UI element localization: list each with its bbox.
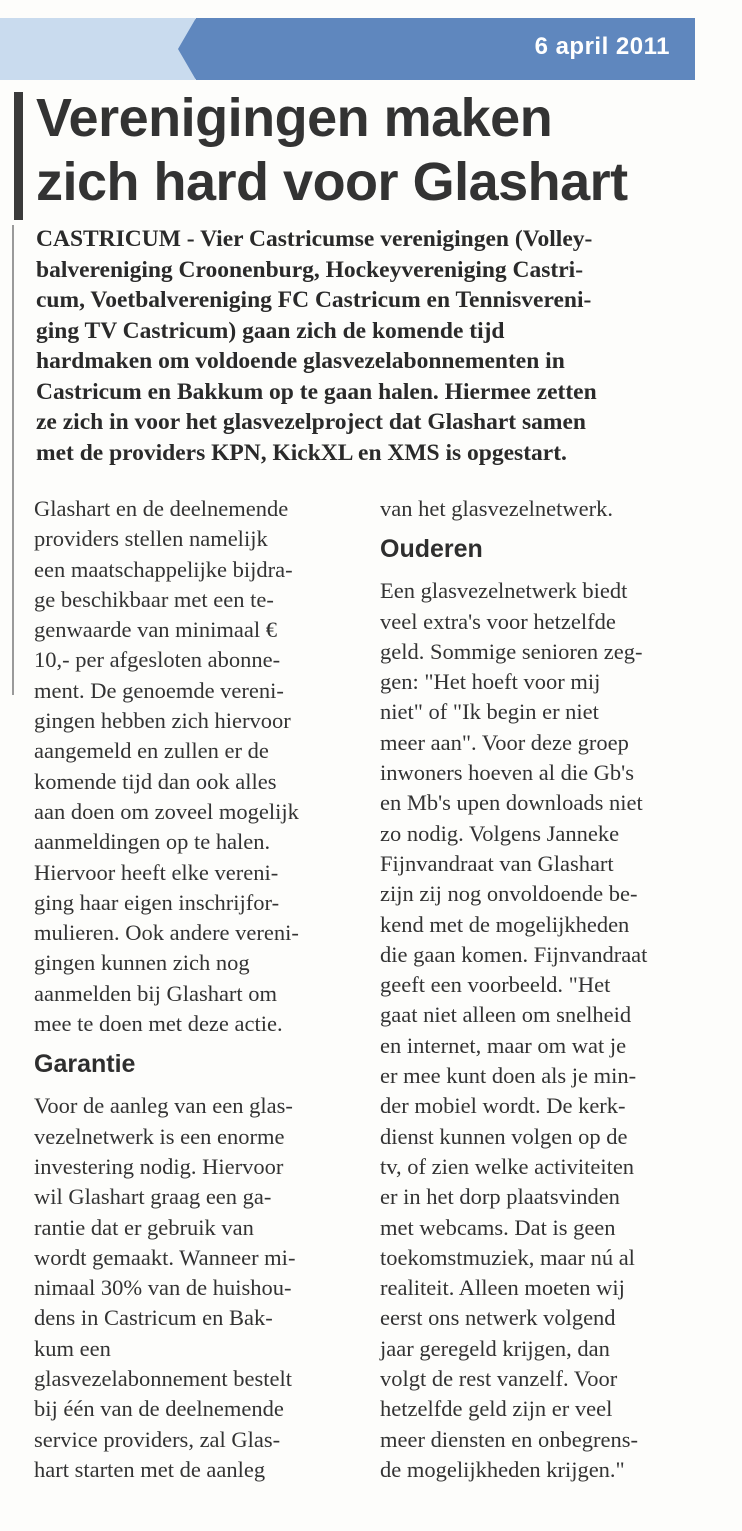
text-line: zijn zij nog onvoldoende be- <box>380 881 638 907</box>
text-line: toekomstmuziek, maar nú al <box>380 1244 635 1270</box>
text-line: ge beschikbaar met een te- <box>34 586 274 612</box>
text-line: Een glasvezelnetwerk biedt <box>380 578 628 604</box>
text-line: er in het dorp plaatsvinden <box>380 1184 620 1210</box>
text-line: aangemeld en zullen er de <box>34 738 269 764</box>
header-banner-light <box>0 18 195 80</box>
text-line: Glashart en de deelnemende <box>34 496 289 521</box>
text-line: der mobiel wordt. De kerk- <box>380 1093 626 1119</box>
text-line: bij één van de deelnemende <box>34 1396 284 1422</box>
left-rule-thin <box>12 225 14 695</box>
text-line: providers stellen namelijk <box>34 526 268 552</box>
text-line: hetzelfde geld zijn er veel <box>380 1396 613 1422</box>
text-line: Fijnvandraat van Glashart <box>380 850 614 876</box>
subheading-garantie: Garantie <box>34 1050 136 1079</box>
text-line: rantie dat er gebruik van <box>34 1214 254 1240</box>
text-line: dienst kunnen volgen op de <box>380 1123 628 1149</box>
text-line: gaat niet alleen om snelheid <box>380 1002 632 1028</box>
text-line: en Mb's upen downloads niet <box>380 790 643 816</box>
text-line: aan doen om zoveel mogelijk <box>34 798 299 824</box>
text-line: en internet, maar om wat je <box>380 1032 627 1058</box>
text-line: die gaan komen. Fijnvandraat <box>380 941 648 967</box>
text-line: dens in Castricum en Bak- <box>34 1305 273 1331</box>
text-line: jaar geregeld krijgen, dan <box>380 1335 610 1361</box>
text-line: tv, of zien welke activiteiten <box>380 1153 635 1179</box>
text-line: mulieren. Ook andere vereni- <box>34 920 299 946</box>
text-line: wil Glashart graag een ga- <box>34 1184 272 1210</box>
text-line: de mogelijkheden krijgen." <box>380 1456 625 1482</box>
text-line: balvereniging Croonenburg, Hockeyvereniging Castri- <box>36 256 584 283</box>
text-line: volgt de rest vanzelf. Voor <box>380 1366 618 1392</box>
text-line: Voor de aanleg van een glas- <box>34 1093 293 1119</box>
text-line: met de providers KPN, KickXL en XMS is opgestart. <box>36 439 567 466</box>
text-line: CASTRICUM - Vier Castricumse verenigingen (Volley- <box>36 226 593 252</box>
text-line: niet" of "Ik begin er niet <box>380 699 599 725</box>
text-line: meer diensten en onbegrens- <box>380 1426 639 1452</box>
text-line: 10,- per afgesloten abonne- <box>34 647 281 673</box>
paragraph-garantie <box>34 1091 344 1485</box>
headline-line: zich hard voor Glashart <box>36 152 628 212</box>
text-line: gingen kunnen zich nog <box>34 950 250 976</box>
text-line: geld. Sommige senioren zeg- <box>380 638 643 664</box>
text-line: geeft een voorbeeld. "Het <box>380 972 611 998</box>
text-line: Castricum en Bakkum op te gaan halen. Hiermee zetten <box>36 378 597 405</box>
text-line: service providers, zal Glas- <box>34 1426 281 1452</box>
text-line: kend met de mogelijkheden <box>380 911 630 937</box>
text-line: mee te doen met deze actie. <box>34 1011 283 1037</box>
text-line: wordt gemaakt. Wanneer mi- <box>34 1244 296 1270</box>
text-line: komende tijd dan ook alles <box>34 768 277 794</box>
article-headline <box>36 86 716 214</box>
left-rule <box>14 92 23 220</box>
text-line: een maatschappelijke bijdra- <box>34 556 293 582</box>
text-line: inwoners hoeven al die Gb's <box>380 760 634 786</box>
text-line: realiteit. Alleen moeten wij <box>380 1275 625 1301</box>
text-line: meer aan". Voor deze groep <box>380 729 629 755</box>
article-column-right <box>380 494 700 1485</box>
paragraph-ouderen <box>380 576 700 1485</box>
paragraph-continued <box>380 494 700 524</box>
text-line: met webcams. Dat is geen <box>380 1214 616 1240</box>
article-lead <box>36 224 704 468</box>
text-line: aanmelden bij Glashart om <box>34 980 278 1006</box>
text-line: ging haar eigen inschrijfor- <box>34 889 280 915</box>
article-column-left <box>34 494 344 1485</box>
text-line: genwaarde van minimaal € <box>34 617 278 643</box>
publication-date: 6 april 2011 <box>534 33 670 60</box>
subheading-ouderen: Ouderen <box>380 535 483 564</box>
text-line: van het glasvezelnetwerk. <box>380 496 614 521</box>
text-line: hardmaken om voldoende glasvezelabonnementen in <box>36 348 565 374</box>
text-line: nimaal 30% van de huishou- <box>34 1275 292 1301</box>
text-line: ging TV Castricum) gaan zich de komende tijd <box>36 317 505 344</box>
text-line: ze zich in voor het glasvezelproject dat Glashart samen <box>36 409 586 435</box>
text-line: ment. De genoemde vereni- <box>34 677 284 703</box>
text-line: aanmeldingen op te halen. <box>34 829 271 855</box>
text-line: zo nodig. Volgens Janneke <box>380 820 620 846</box>
text-line: cum, Voetbalvereniging FC Castricum en Tennisvereni- <box>36 287 592 313</box>
text-line: Hiervoor heeft elke vereni- <box>34 859 279 885</box>
text-line: hart starten met de aanleg <box>34 1456 266 1482</box>
paragraph-intro <box>34 494 344 1039</box>
text-line: gingen hebben zich hiervoor <box>34 708 291 734</box>
text-line: eerst ons netwerk volgend <box>380 1305 616 1331</box>
text-line: kum een <box>34 1335 111 1361</box>
text-line: vezelnetwerk is een enorme <box>34 1123 285 1149</box>
text-line: er mee kunt doen als je min- <box>380 1063 637 1089</box>
text-line: gen: "Het hoeft voor mij <box>380 669 601 695</box>
text-line: investering nodig. Hiervoor <box>34 1153 284 1179</box>
text-line: veel extra's voor hetzelfde <box>380 608 616 634</box>
headline-line: Verenigingen maken <box>36 88 553 148</box>
text-line: glasvezelabonnement bestelt <box>34 1366 293 1392</box>
